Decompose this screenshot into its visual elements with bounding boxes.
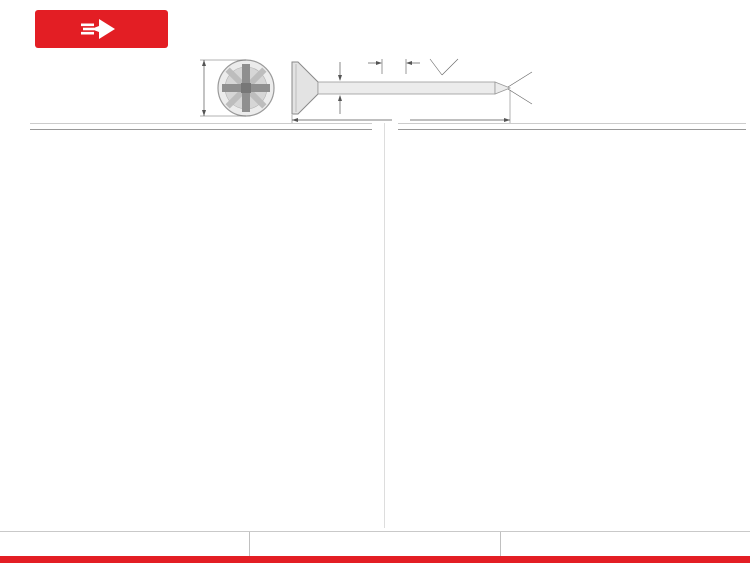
table-header-row: [398, 123, 746, 130]
screw-technical-drawing: [180, 48, 570, 126]
feature-hardened-carbon-steel: [249, 532, 499, 556]
brand-bottom-bar: [0, 556, 750, 563]
feature-corrosion-protection: [500, 532, 750, 556]
spec-table-right: [398, 123, 746, 130]
feature-double-countersunk-head: [0, 532, 249, 556]
table-header-row: [30, 123, 372, 130]
features-footer: [0, 531, 750, 556]
spec-table-left: [30, 123, 372, 130]
zubr-arrow-icon: [81, 17, 115, 41]
zubr-logo: [35, 10, 168, 48]
tables-divider: [384, 123, 385, 528]
